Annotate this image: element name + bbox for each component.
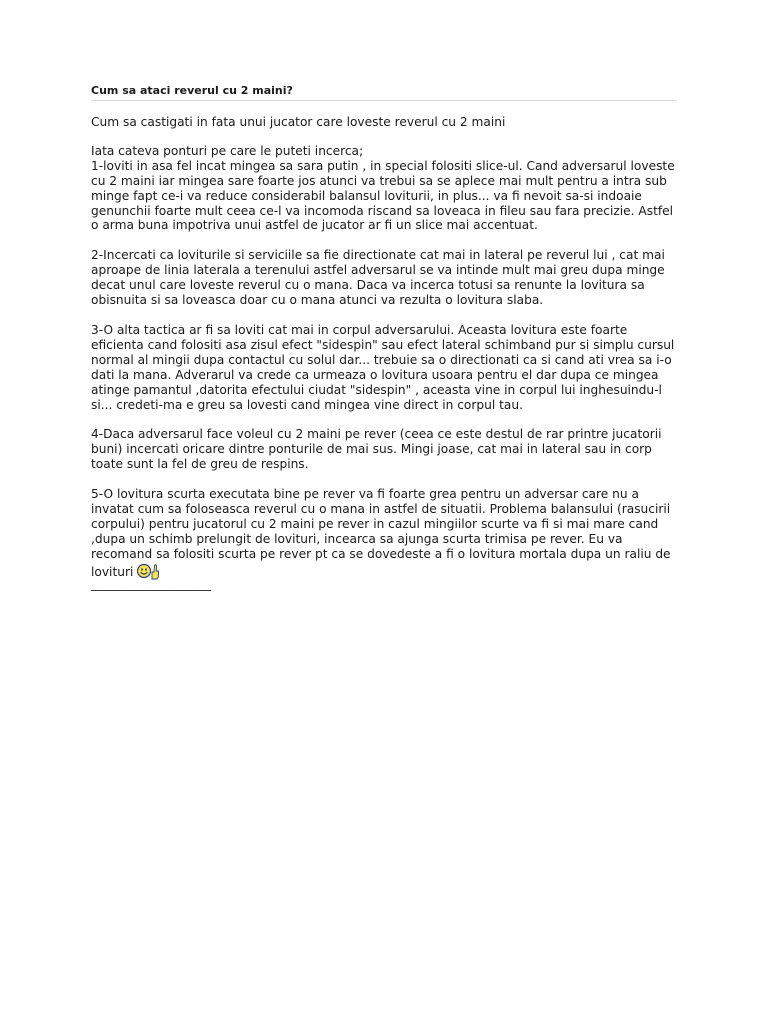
document-page (91, 84, 677, 590)
post-body (91, 115, 677, 590)
tip-5-text: 5-O lovitura scurta executata bine pe rever va fi foarte grea pentru un adversar care nu a invatat cum sa foloseasca reverul cu o mana in astfel de situatii. Problema balansului (rasucirii corpului) pentru jucatorul cu 2 maini pe rever in cazul mingiilor scurte va fi si mai mare cand ,dupa un schimb prelungit de lovituri, incearca sa ajunga scurta trimisa pe rever. Eu va recomand sa folositi scurta pe rever pt ca se dovedeste a fi o lovitura mortala dupa un raliu de lovituri (91, 487, 671, 579)
tip-5-paragraph (91, 487, 677, 580)
signature-line: ____________________ (91, 576, 211, 591)
tip-2-paragraph: 2-Incercati ca loviturile si serviciile sa fie directionate cat mai in lateral pe reverul lui , cat mai aproape de linia laterala a terenului astfel adversarul se va intinde mult mai greu dupa minge decat unul care loveste reverul cu o mana. Daca va incerca totusi sa renunte la lovitura sa obisnuita si sa loveasca doar cu o mana atunci va rezulta o lovitura slaba. (91, 248, 665, 308)
tip-1-paragraph: 1-loviti in asa fel incat mingea sa sara putin , in special folositi slice-ul. Cand adversarul loveste cu 2 maini iar mingea sare foarte jos atunci va trebui sa se aplece mai mult pentru a intra sub minge fapt ce-i va reduce considerabil balansul loviturii, in plus... va fi nevoit sa-si indoaie genunchii foarte mult ceea ce-l va incomoda riscand sa loveaca in fileu sau fara precizie. Astfel o arma buna impotriva unui astfel de jucator ar fi un slice mai accentuat. (91, 158, 675, 233)
post-subtitle: Cum sa castigati in fata unui jucator care loveste reverul cu 2 maini (91, 115, 506, 129)
intro-line: Iata cateva ponturi pe care le puteti incerca; (91, 143, 364, 158)
post-title: Cum sa ataci reverul cu 2 maini? (91, 84, 677, 101)
tip-4-paragraph: 4-Daca adversarul face voleul cu 2 maini pe rever (ceea ce este destul de rar printre jucatorii buni) incercati oricare dintre ponturile de mai sus. Mingi joase, cat mai in lateral sau in corp toate sunt la fel de greu de respins. (91, 427, 662, 472)
tip-3-paragraph: 3-O alta tactica ar fi sa loviti cat mai in corpul adversarului. Aceasta lovitura este foarte eficienta cand folositi asa zisul efect "sidespin" sau efect lateral schimband pur si simplu cursul normal al mingii dupa contactul cu solul dar... trebuie sa o directionati ca si cand ati vrea sa i-o dati la mana. Adverarul va crede ca urmeaza o lovitura usoara pentru el dar dupa ce mingea atinge pamantul ,datorita efectului ciudat "sidespin" , aceasta vine in corpul lui inghesuindu-l si... credeti-ma e greu sa lovesti cand mingea vine direct in corpul tau. (91, 322, 675, 412)
